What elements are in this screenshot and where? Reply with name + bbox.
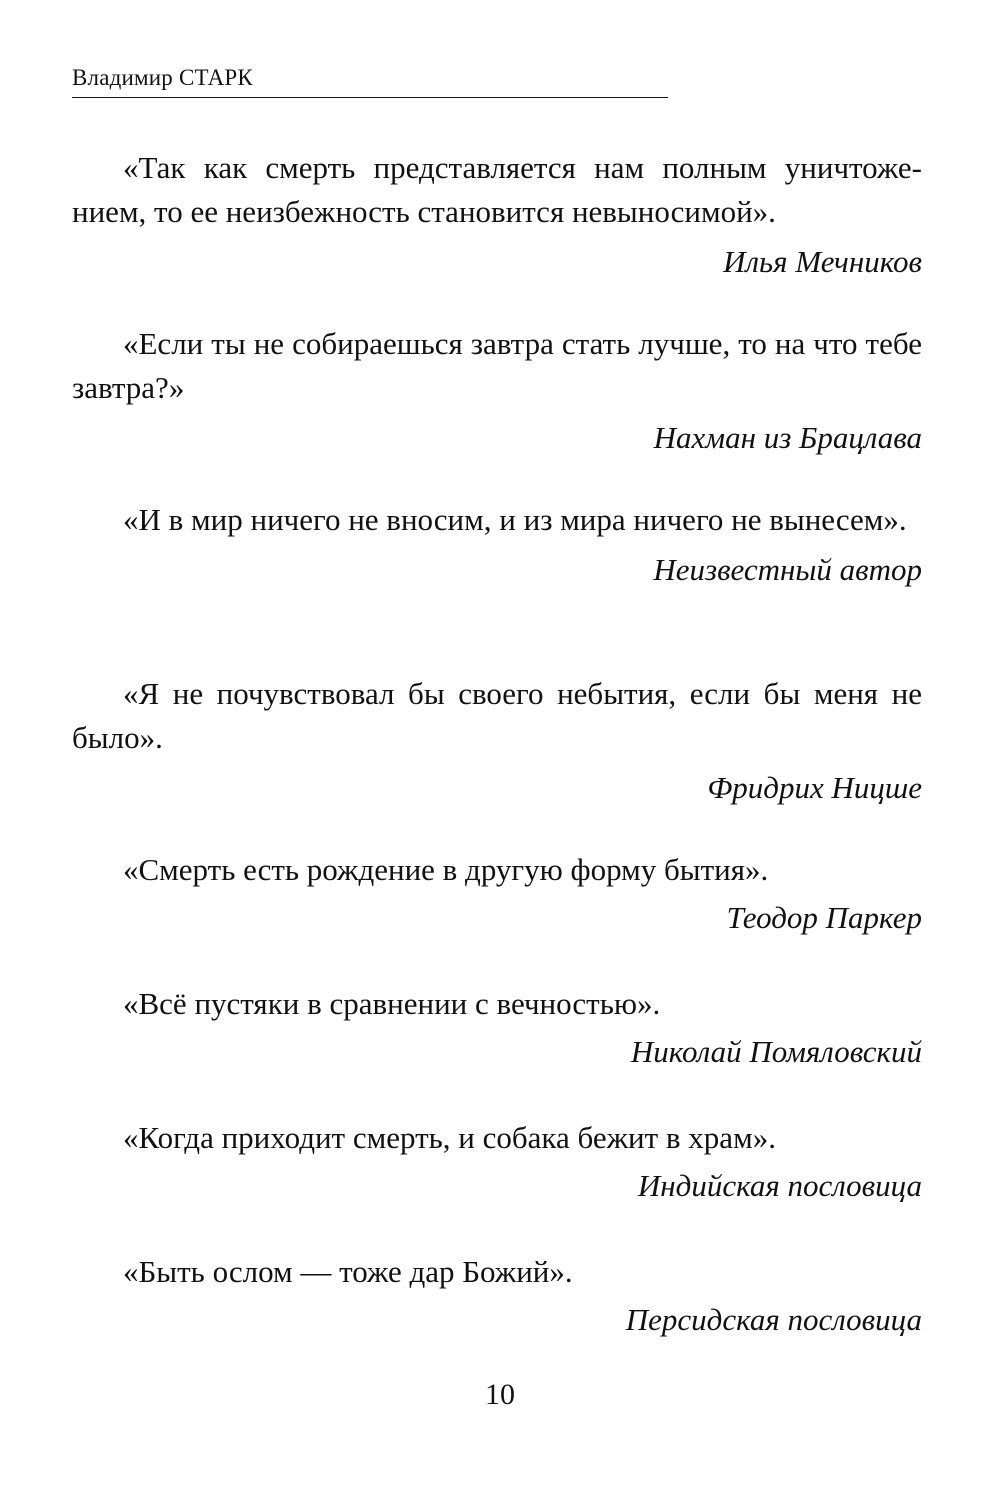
quote-text: «И в мир ничего не вносим, и из мира ничего не вынесем».: [123, 502, 907, 537]
quote-text: «Я не почувствовал бы своего небытия, если бы меня не было».: [72, 676, 922, 755]
quote-block: [72, 982, 922, 1074]
quote-author: Теодор Паркер: [726, 900, 922, 935]
quote-author: Персидская пословица: [625, 1302, 922, 1337]
quote-author: Неизвестный автор: [653, 552, 922, 587]
quote-block: [72, 498, 922, 592]
quote-text: «Быть ослом — тоже дар Божий».: [123, 1254, 573, 1289]
running-header: [72, 62, 668, 98]
quote-text: «Если ты не собираешься завтра стать лучше, то на что тебе завтра?»: [72, 326, 922, 405]
quote-block: [72, 146, 922, 284]
quote-block: [72, 322, 922, 460]
quote-text: «Так как смерть представляется нам полным уничтожением, то ее неизбежность становится невыносимой».: [72, 150, 922, 229]
quote-text: «Смерть есть рождение в другую форму бытия».: [123, 852, 769, 887]
quote-text: «Всё пустяки в сравнении с вечностью».: [123, 986, 661, 1021]
quote-block: [72, 1116, 922, 1208]
page-number: 10: [485, 1378, 515, 1411]
quote-author: Нахман из Брацлава: [653, 420, 922, 455]
quote-block: [72, 848, 922, 940]
running-header-title: Владимир СТАРК: [72, 65, 253, 90]
quote-author: Индийская пословица: [637, 1168, 922, 1203]
quote-author: Николай Помяловский: [630, 1034, 922, 1069]
quote-author: Фридрих Ницше: [707, 770, 922, 805]
quote-block: [72, 672, 922, 810]
quote-text: «Когда приходит смерть, и собака бежит в храм».: [123, 1120, 776, 1155]
quote-author: Илья Мечников: [723, 244, 922, 279]
quote-block: [72, 1250, 922, 1342]
